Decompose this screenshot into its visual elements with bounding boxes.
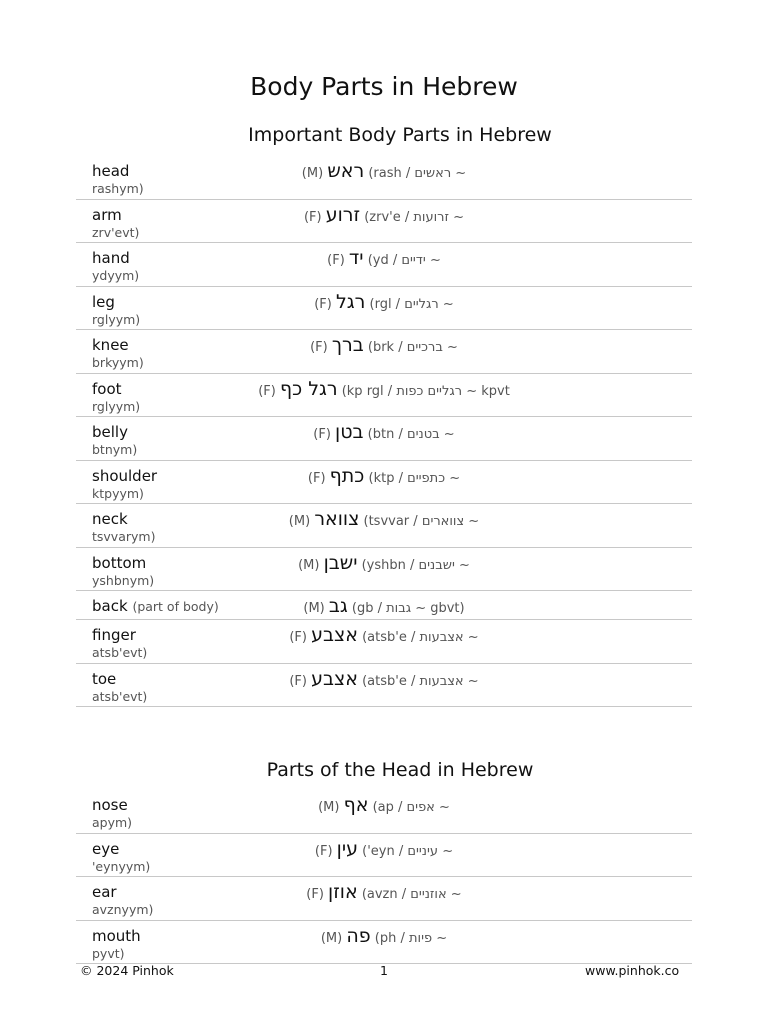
gender-marker: (F) [303,209,322,225]
english-word: hand [92,249,130,267]
plural-transliteration: rglyym) [92,311,141,327]
gender-marker: (F) [258,383,276,399]
hebrew-word: בטן [335,421,364,443]
transliteration-plural: (atsb'e / אצבעות ~ [362,630,479,645]
english-word: eye [92,839,120,858]
plural-transliteration: brkyym) [92,355,144,370]
transliteration-plural: (ap / אפים ~ [372,800,450,815]
plural-transliteration: btnym) [92,442,138,457]
hebrew-word: גב [328,595,348,617]
plural-transliteration: yshbnym) [92,572,155,588]
hebrew-translation [76,465,692,487]
hebrew-translation [76,160,692,182]
english-word: nose [92,796,128,814]
gender-marker: (F) [307,470,326,486]
plural-transliteration: atsb'evt) [92,645,148,660]
transliteration-plural: (tsvvar / צווארים ~ [363,514,480,529]
hebrew-translation [76,378,692,400]
gender-marker: (M) [318,800,340,815]
hebrew-word: זרוע [325,203,361,226]
hebrew-translation [76,508,692,530]
gender-marker: (M) [303,601,325,616]
table-row [76,330,692,374]
transliteration-plural: (atsb'e / אצבעות ~ [362,673,479,689]
table-row [76,591,692,620]
hebrew-word: צוואר [314,508,360,530]
transliteration-plural: (rash / ראשים ~ [368,166,467,181]
hebrew-translation [76,247,692,269]
hebrew-translation [76,925,692,947]
gender-marker: (F) [310,340,328,355]
table-row [76,664,692,708]
hebrew-translation [76,881,692,903]
plural-transliteration: zrv'evt) [92,224,140,240]
footer-website[interactable]: www.pinhok.co [585,963,680,978]
gender-marker: (F) [313,427,331,442]
gender-marker: (F) [314,296,332,312]
plural-transliteration: avznyym) [92,902,154,917]
vocab-table-head [76,790,692,964]
hebrew-word: ישבן [323,551,358,574]
transliteration-plural: (ph / פיות ~ [374,930,448,946]
table-row [76,620,692,664]
gender-marker: (F) [314,843,333,859]
english-word: knee [92,336,129,354]
english-word: bottom [92,553,147,572]
hebrew-word: ראש [327,160,365,182]
hebrew-word: אוזן [328,881,358,903]
gender-marker: (F) [289,630,307,645]
transliteration-plural: (yd / ידיים ~ [367,253,441,268]
plural-transliteration: pyvt) [92,945,125,961]
transliteration-plural: (gb / גבות ~ gbvt) [351,601,465,616]
plural-transliteration: 'eynyym) [92,858,151,874]
table-row [76,790,692,834]
table-row [76,834,692,878]
table-row [76,374,692,418]
table-row [76,461,692,505]
plural-transliteration: ktpyym) [92,485,144,501]
hebrew-word: רגל כף [279,377,338,400]
table-row [76,287,692,331]
table-row [76,200,692,244]
english-word: leg [92,292,115,311]
english-word: neck [92,510,128,528]
english-note: (part of body) [132,599,219,614]
transliteration-plural: (yshbn / ישבנים ~ [361,557,470,573]
gender-marker: (M) [298,557,320,573]
gender-marker: (M) [288,514,311,529]
hebrew-translation [76,624,692,646]
hebrew-translation [76,421,692,443]
vocab-table-important [76,156,692,707]
hebrew-word: כתף [329,464,365,487]
transliteration-plural: (brk / ברכיים ~ [367,340,458,355]
hebrew-word: פה [346,924,371,947]
plural-transliteration: ydyym) [92,268,140,283]
hebrew-translation [76,552,692,574]
hebrew-translation [76,838,692,860]
section-heading-important: Important Body Parts in Hebrew [248,124,552,146]
transliteration-plural: (kp rgl / רגליים כפות ~ kpvt [341,383,510,399]
hebrew-word: עין [336,837,358,860]
table-row [76,243,692,287]
english-word: ear [92,883,117,901]
english-word: belly [92,423,128,441]
footer-copyright: © 2024 Pinhok [80,963,174,978]
hebrew-word: אצבע [311,624,358,646]
hebrew-word: רגל [336,290,366,313]
hebrew-translation [76,204,692,226]
table-row [76,877,692,921]
hebrew-word: ברך [331,334,364,356]
hebrew-word: יד [348,247,364,269]
transliteration-plural: (avzn / אוזניים ~ [361,887,462,902]
gender-marker: (F) [289,673,307,689]
gender-marker: (M) [301,166,324,181]
hebrew-word: אף [343,794,369,816]
plural-transliteration: atsb'evt) [92,688,148,704]
english-word: shoulder [92,466,158,485]
table-row [76,548,692,592]
gender-marker: (F) [306,887,324,902]
table-row [76,417,692,461]
english-word: head [92,162,130,180]
transliteration-plural: (ktp / כתפיים ~ [368,470,461,486]
hebrew-translation [76,595,692,617]
plural-transliteration: tsvvarym) [92,529,156,544]
english-word: toe [92,669,117,688]
hebrew-word: אצבע [311,667,358,690]
hebrew-translation [76,794,692,816]
transliteration-plural: ('eyn / עיניים ~ [362,843,454,859]
transliteration-plural: (btn / בטנים ~ [367,427,455,442]
plural-transliteration: rglyym) [92,398,141,414]
hebrew-translation [76,668,692,690]
table-row [76,156,692,200]
footer-page-number: 1 [380,963,388,978]
transliteration-plural: (rgl / רגליים ~ [369,296,454,312]
plural-transliteration: apym) [92,815,133,830]
page-title: Body Parts in Hebrew [250,72,518,101]
plural-transliteration: rashym) [92,181,144,196]
english-word: mouth [92,926,141,945]
english-word: arm [92,205,122,224]
gender-marker: (F) [327,253,345,268]
hebrew-translation [76,291,692,313]
transliteration-plural: (zrv'e / זרועות ~ [364,209,465,225]
gender-marker: (M) [320,930,343,946]
table-row [76,504,692,548]
english-word: foot [92,379,122,398]
hebrew-translation [76,334,692,356]
english-word: back [92,597,128,615]
english-word: finger [92,626,136,644]
section-heading-head: Parts of the Head in Hebrew [266,759,534,781]
table-row [76,921,692,965]
